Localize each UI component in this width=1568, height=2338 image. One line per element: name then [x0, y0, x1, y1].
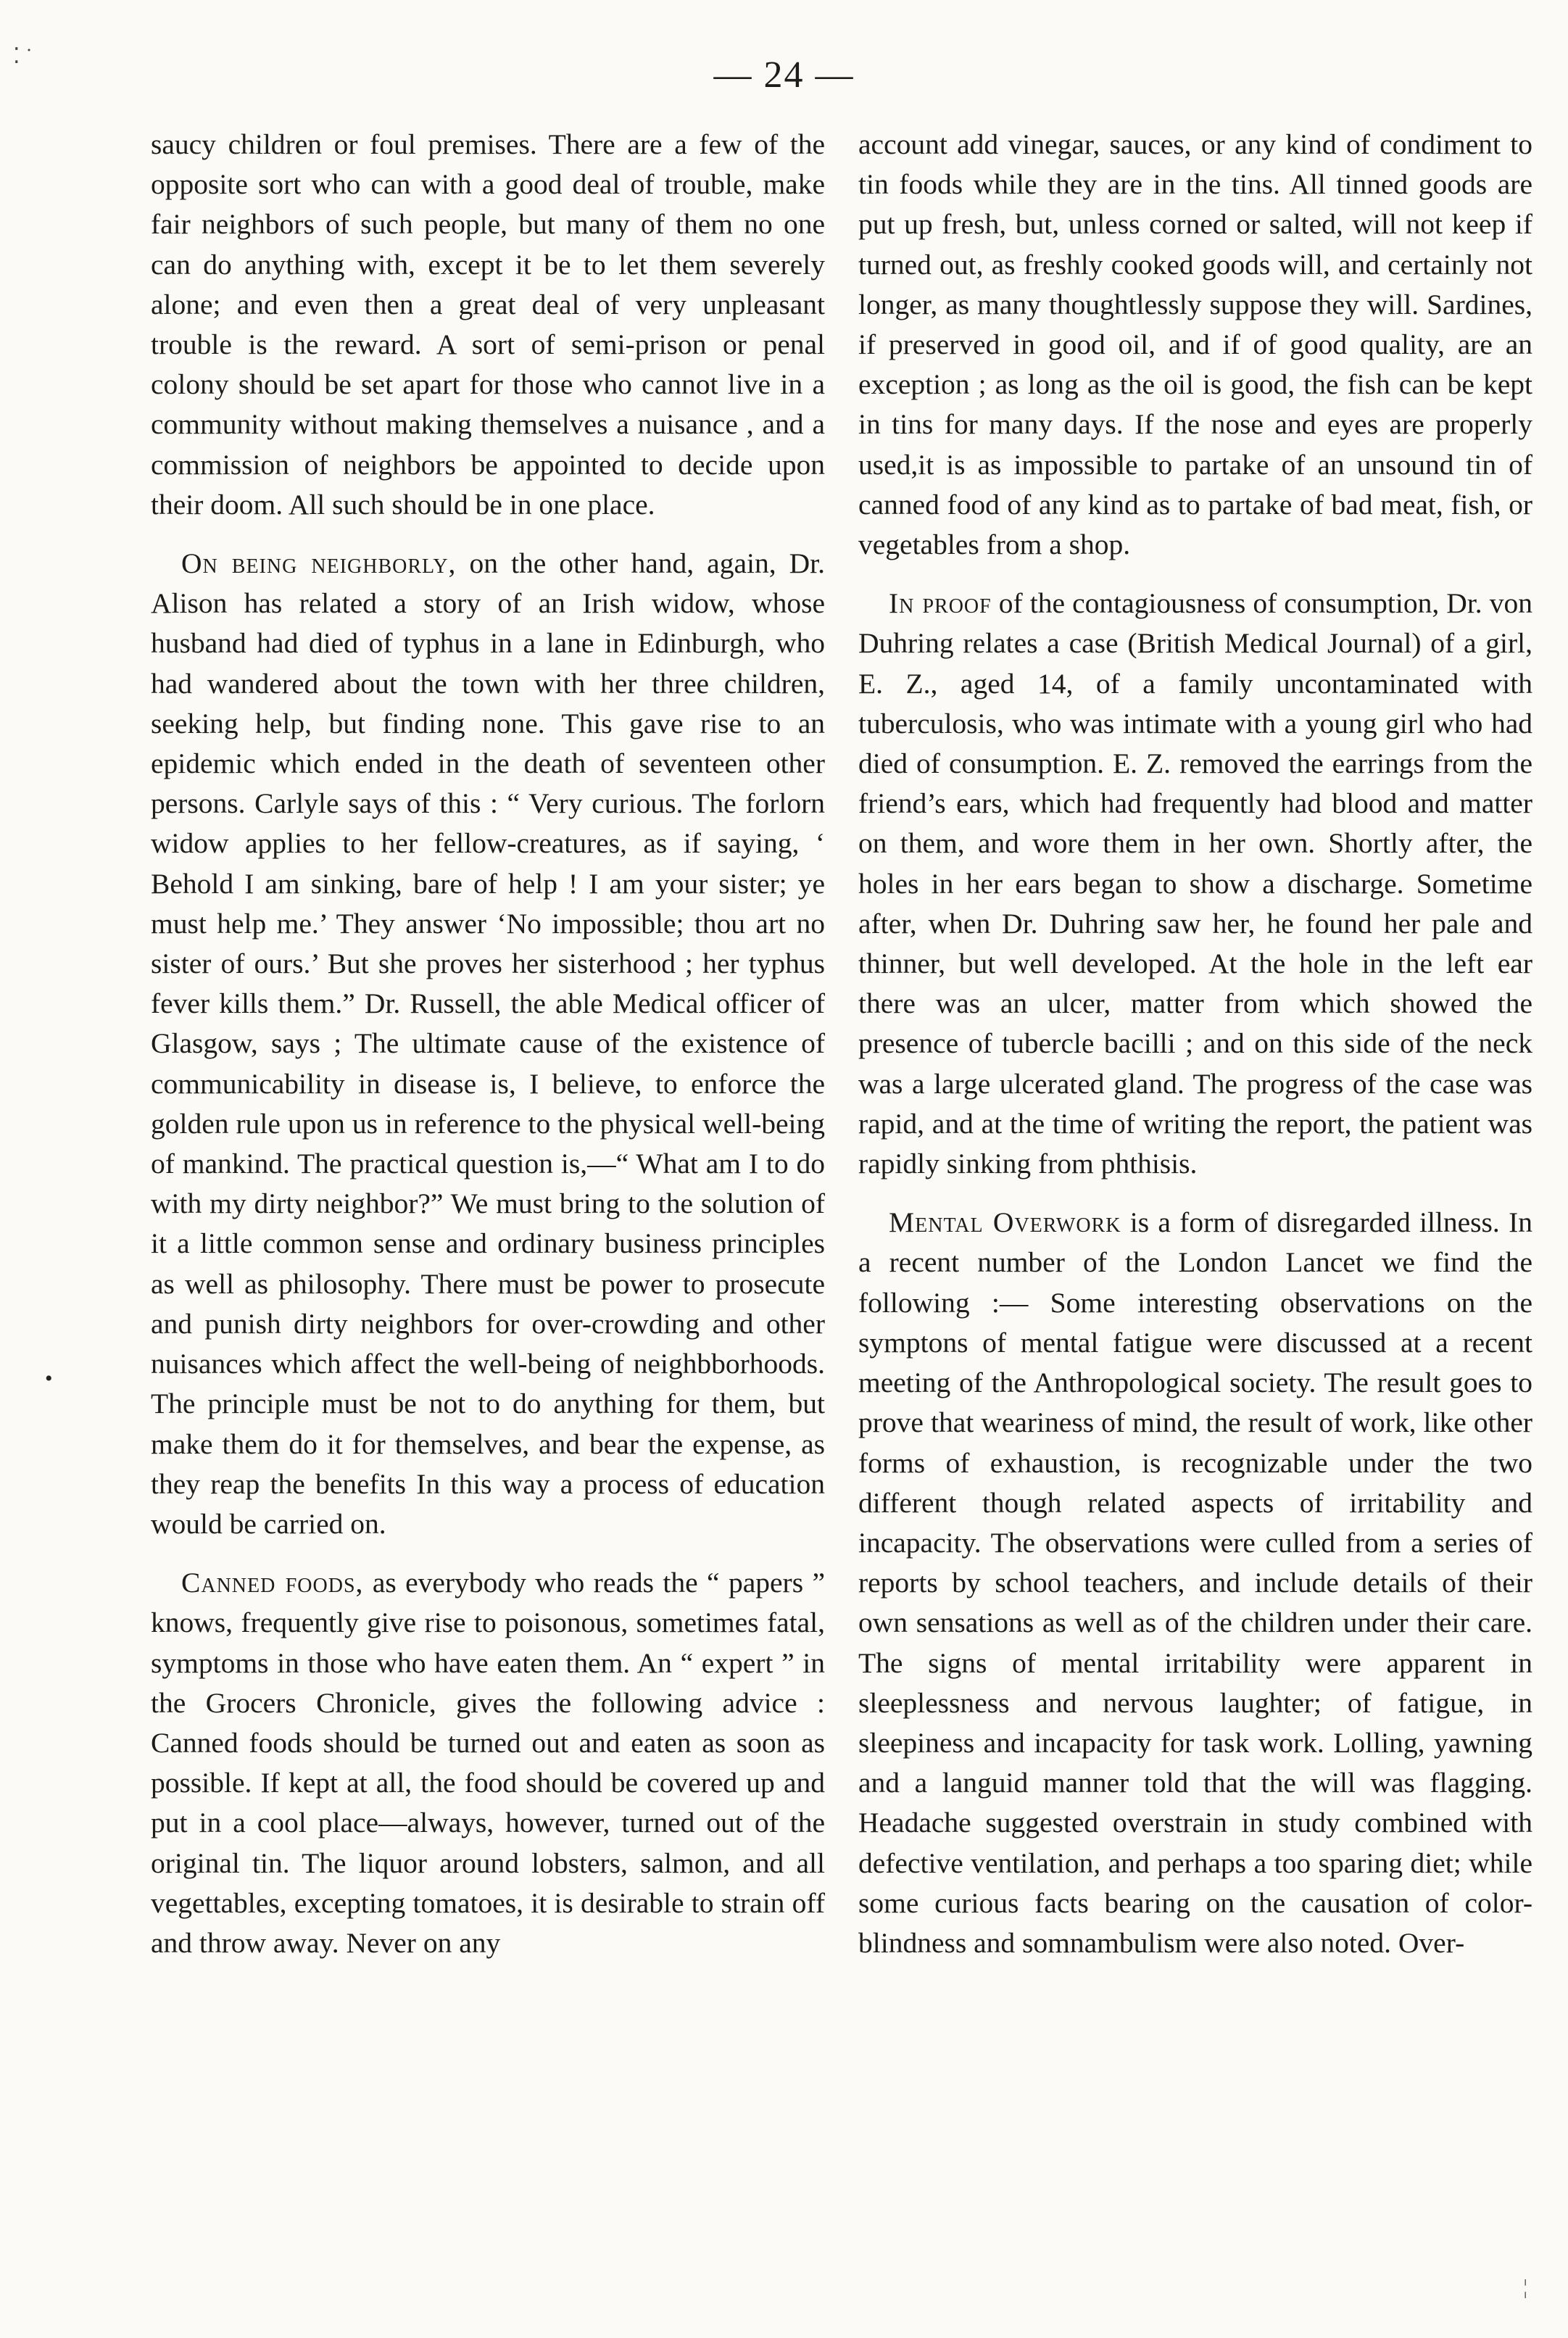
margin-tick-mark: ¦	[1523, 2276, 1527, 2299]
left-paragraph-3-lead: Canned foods,	[181, 1567, 364, 1599]
corner-speck-marks: ⁚ ˙	[13, 44, 33, 68]
right-paragraph-3	[858, 1203, 1532, 1963]
right-paragraph-2-body: of the contagiousness of consumption, Dr. von Duhring relates a case (British Medical Journal) of a girl, E. Z., aged 14, of a family uncontaminated with tuberculosis, who was intimate with a young girl who had died of consumption. E. Z. removed the earrings from the friend’s ears, which had frequently had blood and matter on them, and wore them in her own. Shortly after, the holes in her ears began to show a discharge. Sometime after, when Dr. Duhring saw her, he found her pale and thinner, but well developed. At the hole in the left ear there was an ulcer, matter from which showed the presence of tubercle bacilli ; and on this side of the neck was a large ulcerated gland. The progress of the case was rapid, and at the time of writing the report, the patient was rapidly sinking from phthisis.	[858, 587, 1532, 1180]
right-paragraph-3-body: is a form of disregarded illness. In a recent number of the London Lancet we find the following :— Some interesting observations on the symptons of mental fatigue were discussed at a recent meeting of the Anthropological society. The result goes to prove that weariness of mind, the result of work, like other forms of exhaustion, is recognizable under the two different though related aspects of irritability and incapacity. The observations were culled from a series of reports by school teachers, and include details of their own sensations as well as of the children under their care. The signs of mental irritability were apparent in sleeplessness and nervous laughter; of fatigue, in sleepiness and incapacity for task work. Lolling, yawning and a languid manner told that the will was flagging. Headache suggested overstrain in study combined with defective ventilation, and perhaps a too sparing diet; while some curious facts bearing on the causation of color-blindness and somnambulism were also noted. Over-	[858, 1206, 1532, 1959]
left-paragraph-2	[151, 544, 825, 1544]
margin-bullet-mark: •	[45, 1367, 53, 1390]
left-paragraph-2-lead: On being neighborly,	[181, 547, 457, 580]
left-paragraph-3-body: as everybody who reads the “ papers ” knows, frequently give rise to poisonous, sometimes fatal, symptoms in those who have eaten them. An “ expert ” in the Grocers Chronicle, gives the following advice : Canned foods should be turned out and eaten as soon as possible. If kept at all, the food should be covered up and put in a cool place—always, however, turned out of the original tin. The liquor around lobsters, salmon, and all vegettables, excepting tomatoes, it is desirable to strain off and throw away. Never on any	[151, 1567, 825, 1959]
left-paragraph-3	[151, 1563, 825, 1963]
right-column	[858, 125, 1532, 1982]
left-column	[151, 125, 825, 1982]
left-paragraph-2-body: on the other hand, again, Dr. Alison has related a story of an Irish widow, whose husband had died of typhus in a lane in Edinburgh, who had wandered about the town with her three children, seeking help, but finding none. This gave rise to an epidemic which ended in the death of seventeen other persons. Carlyle says of this : “ Very curious. The forlorn widow applies to her fellow-creatures, as if saying, ‘ Behold I am sinking, bare of help ! I am your sister; ye must help me.’ They answer ‘No impossible; thou art no sister of ours.’ But she proves her sisterhood ; her typhus fever kills them.” Dr. Russell, the able Medical officer of Glasgow, says ; The ultimate cause of the existence of communicability in disease is, I believe, to enforce the golden rule upon us in reference to the physical well-being of mankind. The practical question is,—“ What am I to do with my dirty neighbor?” We must bring to the solution of it a little common sense and ordinary business principles as well as philosophy. There must be power to prosecute and punish dirty neighbors for over-crowding and other nuisances which affect the well-being of neighbborhoods. The principle must be not to do anything for them, but make them do it for themselves, and bear the expense, as they reap the benefits In this way a process of education would be carried on.	[151, 547, 825, 1540]
right-paragraph-2-lead: In proof	[889, 587, 992, 620]
left-paragraph-1: saucy children or foul premises. There are a few of the opposite sort who can with a good deal of trouble, make fair neighbors of such people, but many of them no one can do anything with, except it be to let them severely alone; and even then a great deal of very unpleasant trouble is the reward. A sort of semi-prison or penal colony should be set apart for those who cannot live in a community without making themselves a nuisance , and a commission of neighbors be appointed to decide upon their doom. All such should be in one place.	[151, 128, 825, 521]
right-paragraph-1: account add vinegar, sauces, or any kind of condiment to tin foods while they are in the tins. All tinned goods are put up fresh, but, unless corned or salted, will not keep if turned out, as freshly cooked goods will, and certainly not longer, as many thoughtlessly suppose they will. Sardines, if preserved in good oil, and if of good quality, are an exception ; as long as the oil is good, the fish can be kept in tins for many days. If the nose and eyes are properly used,it is as impossible to partake of an unsound tin of canned food of any kind as to partake of bad meat, fish, or vegetables from a shop.	[858, 128, 1532, 561]
right-paragraph-3-lead: Mental Overwork	[889, 1206, 1121, 1239]
page-number: — 24 —	[713, 54, 855, 96]
right-paragraph-2	[858, 584, 1532, 1184]
